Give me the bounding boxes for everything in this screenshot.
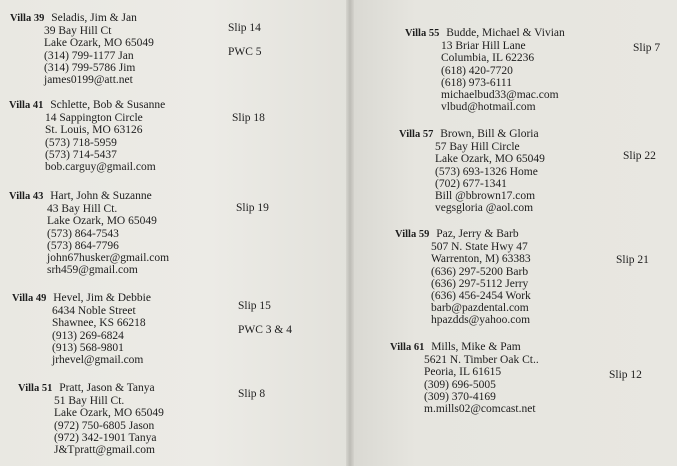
resident-names: Brown, Bill & Gloria xyxy=(440,128,539,140)
contact-line: (702) 677-1341 xyxy=(435,177,507,190)
villa-number: Villa 55 xyxy=(405,28,440,39)
contact-line: Warrenton, M) 63383 xyxy=(431,253,531,266)
contact-line: 5621 N. Timber Oak Ct.. xyxy=(424,354,539,367)
email-address[interactable]: jrhevel@gmail.com xyxy=(52,354,144,367)
contact-line: (314) 799-1177 Jan xyxy=(44,49,134,62)
contact-line: (573) 864-7796 xyxy=(47,239,119,252)
villa-number: Villa 41 xyxy=(9,100,44,111)
slip-number: Slip 7 xyxy=(633,42,661,54)
villa-number: Villa 57 xyxy=(399,129,434,140)
directory-entry xyxy=(9,190,169,276)
villa-number: Villa 51 xyxy=(18,383,53,394)
directory-entry xyxy=(12,292,151,366)
contact-line: (636) 297-5200 Barb xyxy=(431,265,529,278)
contact-lines xyxy=(44,25,154,86)
villa-number: Villa 59 xyxy=(395,229,430,240)
entry-header xyxy=(18,382,164,395)
email-address[interactable]: vlbud@hotmail.com xyxy=(441,101,536,114)
entry-header xyxy=(395,228,531,241)
slip-number: Slip 14 xyxy=(228,22,261,34)
contact-line: 507 N. State Hwy 47 xyxy=(431,241,528,254)
email-address[interactable]: james0199@att.net xyxy=(44,74,133,87)
directory-entry xyxy=(10,12,154,86)
contact-line: (314) 799-5786 Jim xyxy=(44,61,136,74)
slip-number: Slip 15 xyxy=(238,300,271,312)
contact-line: 14 Sappington Circle xyxy=(45,112,143,125)
slip-number: Slip 12 xyxy=(609,369,642,381)
email-address[interactable]: m.mills02@comcast.net xyxy=(424,403,536,416)
contact-line: Peoria, IL 61615 xyxy=(424,366,502,379)
entry-header xyxy=(10,12,154,25)
contact-line: St. Louis, MO 63126 xyxy=(45,124,143,137)
resident-names: Pratt, Jason & Tanya xyxy=(59,382,155,394)
entry-header xyxy=(390,341,539,354)
pwc-note: PWC 3 & 4 xyxy=(238,324,292,336)
resident-names: Budde, Michael & Vivian xyxy=(446,27,565,39)
email-address[interactable]: vegsgloria @aol.com xyxy=(435,202,534,215)
resident-names: Seladis, Jim & Jan xyxy=(51,12,137,24)
contact-line: (573) 864-7543 xyxy=(47,227,119,240)
resident-names: Hevel, Jim & Debbie xyxy=(53,292,151,304)
contact-line: (618) 420-7720 xyxy=(441,64,513,77)
slip-number: Slip 19 xyxy=(236,202,269,214)
contact-lines xyxy=(441,40,565,113)
entry-header xyxy=(399,128,545,141)
contact-line: (309) 370-4169 xyxy=(424,390,496,403)
contact-line: (309) 696-5005 xyxy=(424,378,496,391)
entry-header xyxy=(405,27,565,40)
slip-number: Slip 22 xyxy=(623,150,656,162)
contact-line: 43 Bay Hill Ct. xyxy=(47,203,118,216)
contact-line: Shawnee, KS 66218 xyxy=(52,317,146,330)
contact-line: Columbia, IL 62236 xyxy=(441,52,535,65)
villa-number: Villa 39 xyxy=(10,13,45,24)
contact-line: Lake Ozark, MO 65049 xyxy=(435,153,545,166)
contact-lines xyxy=(52,305,151,366)
contact-line: (636) 456-2454 Work xyxy=(431,290,531,303)
villa-number: Villa 49 xyxy=(12,293,47,304)
page-fold xyxy=(346,0,354,466)
contact-line: Lake Ozark, MO 65049 xyxy=(47,215,157,228)
slip-number: Slip 21 xyxy=(616,254,649,266)
contact-line: Lake Ozark, MO 65049 xyxy=(54,407,164,420)
contact-line: (913) 269-6824 xyxy=(52,329,124,342)
contact-lines xyxy=(435,141,545,214)
entry-header xyxy=(9,99,165,112)
contact-line: (972) 342-1901 Tanya xyxy=(54,431,157,444)
resident-names: Schlette, Bob & Susanne xyxy=(50,99,166,111)
contact-lines xyxy=(424,354,539,415)
contact-line: Lake Ozark, MO 65049 xyxy=(44,37,154,50)
contact-line: 13 Briar Hill Lane xyxy=(441,40,526,53)
email-address[interactable]: J&Tpratt@gmail.com xyxy=(54,444,155,457)
directory-entry xyxy=(405,27,565,113)
contact-lines xyxy=(45,112,165,173)
directory-entry xyxy=(9,99,165,173)
resident-names: Paz, Jerry & Barb xyxy=(436,228,519,240)
entry-header xyxy=(9,190,169,203)
contact-line: (636) 297-5112 Jerry xyxy=(431,277,529,290)
contact-lines xyxy=(54,395,164,456)
email-address[interactable]: michaelbud33@mac.com xyxy=(441,89,559,102)
villa-number: Villa 43 xyxy=(9,191,44,202)
contact-line: (913) 568-9801 xyxy=(52,341,124,354)
slip-number: Slip 18 xyxy=(232,112,265,124)
contact-line: 39 Bay Hill Ct xyxy=(44,25,112,38)
contact-line: 51 Bay Hill Ct. xyxy=(54,395,125,408)
villa-number: Villa 61 xyxy=(390,342,425,353)
email-address[interactable]: john67husker@gmail.com xyxy=(47,252,170,265)
directory-entry xyxy=(399,128,545,214)
contact-lines xyxy=(47,203,169,276)
contact-line: (573) 693-1326 Home xyxy=(435,165,538,178)
contact-lines xyxy=(431,241,531,326)
contact-line: (573) 714-5437 xyxy=(45,148,117,161)
contact-line: (972) 750-6805 Jason xyxy=(54,419,155,432)
pwc-note: PWC 5 xyxy=(228,46,262,58)
contact-line: 6434 Noble Street xyxy=(52,305,136,318)
directory-entry xyxy=(395,228,531,327)
email-address[interactable]: hpazdds@yahoo.com xyxy=(431,314,531,327)
email-address[interactable]: barb@pazdental.com xyxy=(431,302,529,315)
directory-entry xyxy=(390,341,539,415)
entry-header xyxy=(12,292,151,305)
resident-names: Hart, John & Suzanne xyxy=(50,190,152,202)
contact-line: (573) 718-5959 xyxy=(45,136,117,149)
email-address[interactable]: bob.carguy@gmail.com xyxy=(45,161,156,174)
email-address[interactable]: srh459@gmail.com xyxy=(47,264,138,277)
directory-entry xyxy=(18,382,164,456)
contact-line: (618) 973-6111 xyxy=(441,76,513,89)
email-address[interactable]: Bill @bbrown17.com xyxy=(435,190,536,203)
slip-number: Slip 8 xyxy=(238,388,266,400)
resident-names: Mills, Mike & Pam xyxy=(431,341,521,353)
contact-line: 57 Bay Hill Circle xyxy=(435,141,520,154)
